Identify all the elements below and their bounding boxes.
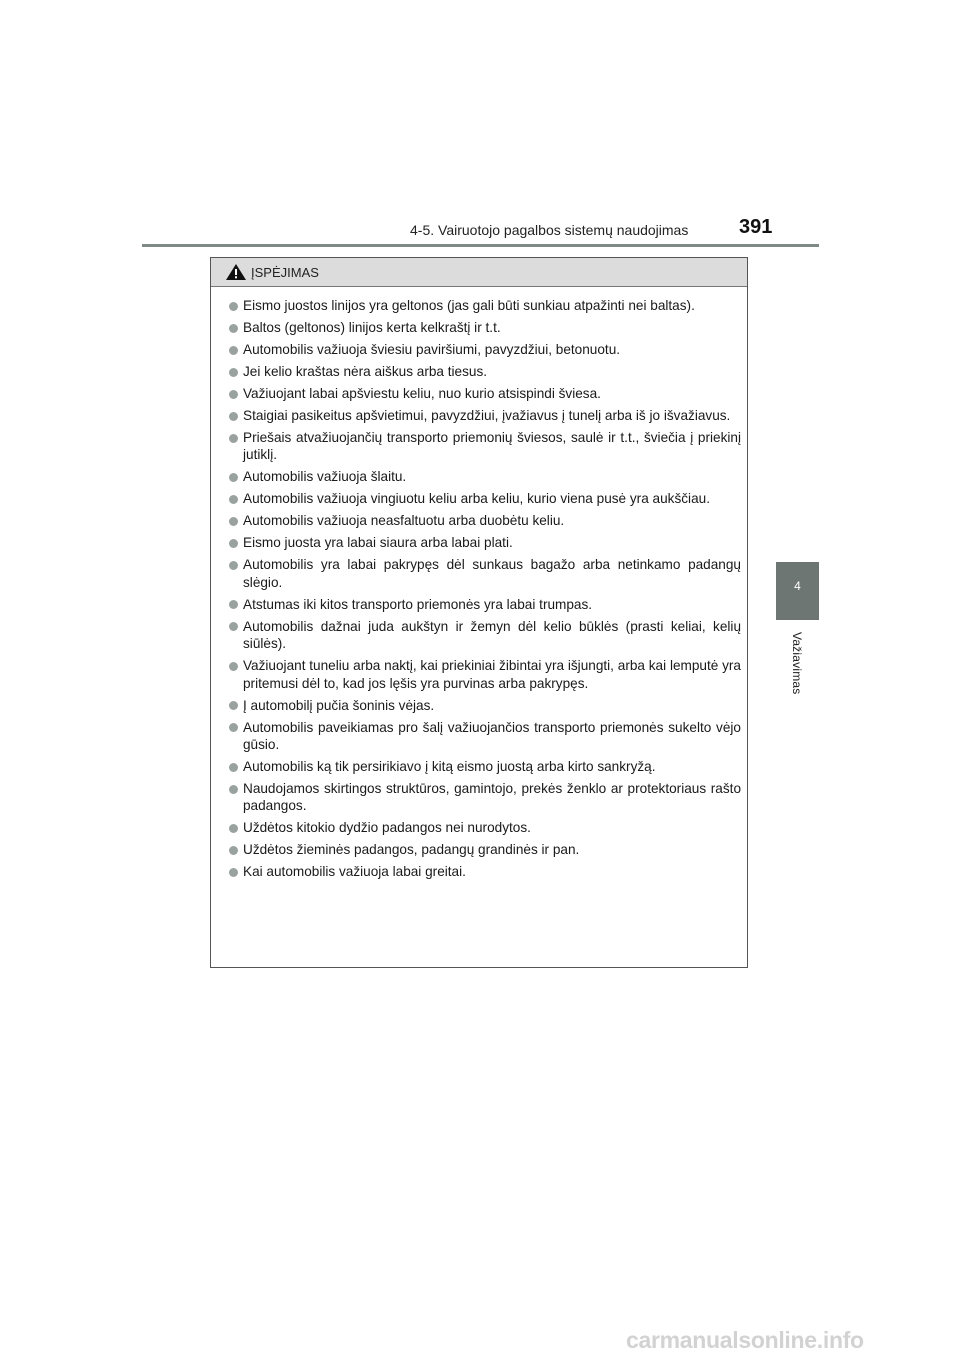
list-item (229, 534, 741, 551)
list-item (229, 618, 741, 653)
list-item-text: Važiuojant labai apšviestu keliu, nuo kurio atsispindi šviesa. (243, 386, 601, 401)
list-item-text: Uždėtos kitokio dydžio padangos nei nurodytos. (243, 820, 531, 836)
list-item (229, 490, 741, 507)
list-item-text: Jei kelio kraštas nėra aiškus arba tiesus. (243, 364, 488, 379)
warning-header (211, 258, 747, 287)
list-item (229, 719, 741, 754)
list-item-text: Eismo juosta yra labai siaura arba labai plati. (243, 535, 513, 551)
bullet-icon (229, 824, 238, 833)
bullet-icon (229, 368, 238, 377)
bullet-icon (229, 785, 238, 794)
section-title: 4-5. Vairuotojo pagalbos sistemų naudojimas (410, 222, 689, 238)
bullet-icon (229, 701, 238, 710)
list-item-text: Atstumas iki kitos transporto priemonės yra labai trumpas. (243, 596, 593, 612)
bullet-icon (229, 473, 238, 482)
bullet-icon (229, 662, 238, 671)
list-item-text: Automobilis paveikiamas pro šalį važiuojančios transporto priemonės sukelto vėjo gūsio. (243, 719, 741, 753)
list-item-text: Naudojamos skirtingos struktūros, gamintojo, prekės ženklo ar protektoriaus rašto padangos. (243, 781, 741, 814)
list-item (229, 697, 741, 714)
bullet-icon (229, 846, 238, 855)
list-item-text: Eismo juostos linijos yra geltonos (jas gali būti sunkiau atpažinti nei baltas). (243, 298, 695, 313)
header-divider (142, 244, 819, 247)
page-number: 391 (739, 216, 773, 238)
list-item-text: Staigiai pasikeitus apšvietimui, pavyzdžiui, įvažiavus į tunelį arba iš jo išvažiavus. (243, 408, 731, 423)
list-item (229, 863, 741, 880)
list-item-text: Kai automobilis važiuoja labai greitai. (243, 864, 466, 880)
list-item-text: Baltos (geltonos) linijos kerta kelkraštį ir t.t. (243, 320, 501, 335)
chapter-label: Važiavimas (790, 632, 804, 695)
bullet-icon (229, 412, 238, 421)
list-item (229, 841, 741, 858)
watermark: carmanualsonline.info (626, 1327, 864, 1353)
bullet-icon (229, 539, 238, 548)
chapter-tab: 4 (776, 562, 819, 620)
bullet-icon (229, 600, 238, 609)
list-item-text: Į automobilį pučia šoninis vėjas. (243, 697, 435, 713)
bullet-icon (229, 495, 238, 504)
warning-list (211, 287, 747, 881)
list-item (229, 657, 741, 692)
bullet-icon (229, 346, 238, 355)
list-item (229, 341, 741, 358)
list-item (229, 819, 741, 836)
list-item (229, 407, 741, 424)
list-item (229, 297, 741, 314)
warning-triangle-icon (225, 263, 247, 281)
bullet-icon (229, 561, 238, 570)
list-item (229, 468, 741, 485)
list-item-text: Automobilis važiuoja vingiuotu keliu arba keliu, kurio viena pusė yra aukščiau. (243, 491, 710, 507)
list-item-text: Automobilis dažnai juda aukštyn ir žemyn dėl kelio būklės (prasti keliai, kelių siūlės). (243, 618, 741, 652)
list-item (229, 758, 741, 775)
list-item (229, 596, 741, 613)
list-item-text: Automobilis važiuoja šlaitu. (243, 469, 407, 485)
bullet-icon (229, 723, 238, 732)
bullet-icon (229, 517, 238, 526)
warning-title: ĮSPĖJIMAS (251, 264, 319, 280)
list-item-text: Automobilis važiuoja neasfaltuotu arba duobėtu keliu. (243, 513, 565, 529)
list-item-text: Važiuojant tuneliu arba naktį, kai priekiniai žibintai yra išjungti, arba kai lemputė yra pritemusi dėl to, kad jos lęšis yra purvinas arba pakrypęs. (243, 658, 741, 691)
bullet-icon (229, 763, 238, 772)
bullet-icon (229, 868, 238, 877)
list-item-text: Automobilis yra labai pakrypęs dėl sunkaus bagažo arba netinkamo padangų slėgio. (243, 557, 741, 590)
bullet-icon (229, 434, 238, 443)
warning-box (210, 257, 748, 968)
bullet-icon (229, 622, 238, 631)
list-item-text: Uždėtos žieminės padangos, padangų grandinės ir pan. (243, 842, 580, 858)
list-item-text: Priešais atvažiuojančių transporto priemonių šviesos, saulė ir t.t., šviečia į priekinį jutiklį. (243, 430, 741, 463)
bullet-icon (229, 302, 238, 311)
list-item (229, 385, 741, 402)
list-item (229, 512, 741, 529)
list-item (229, 556, 741, 591)
list-item (229, 780, 741, 815)
list-item (229, 363, 741, 380)
bullet-icon (229, 324, 238, 333)
list-item (229, 429, 741, 464)
list-item (229, 319, 741, 336)
list-item-text: Automobilis važiuoja šviesiu paviršiumi, pavyzdžiui, betonuotu. (243, 342, 621, 357)
list-item-text: Automobilis ką tik persirikiavo į kitą eismo juostą arba kirto sankryžą. (243, 759, 656, 775)
bullet-icon (229, 390, 238, 399)
